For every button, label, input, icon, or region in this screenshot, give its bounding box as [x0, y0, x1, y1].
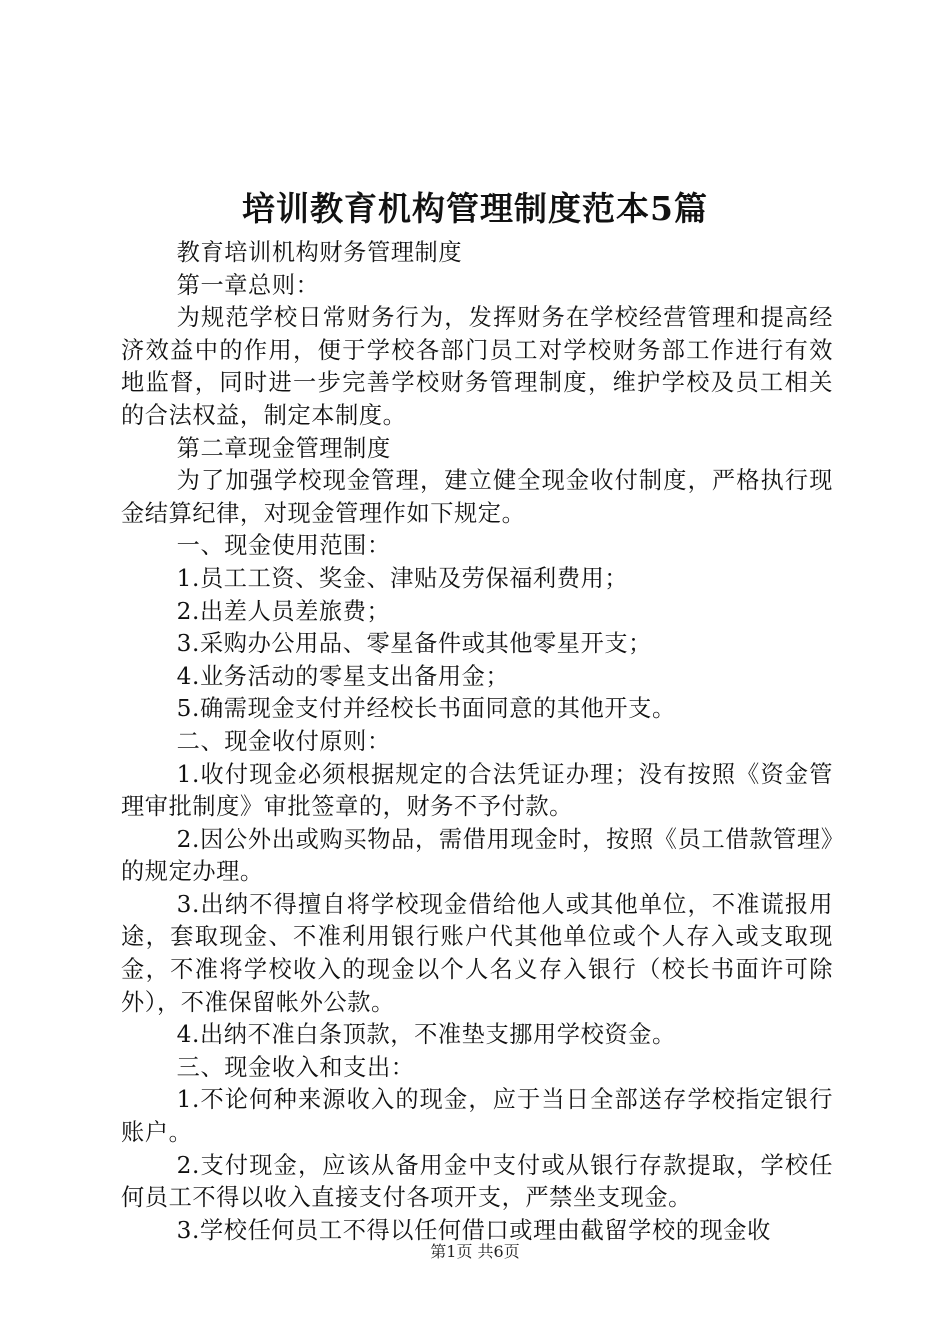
document-body [121, 237, 833, 1247]
page-footer: 第1页 共6页 [430, 1242, 520, 1261]
chapter-heading: 第二章现金管理制度 [176, 434, 391, 462]
list-item: 3.学校任何员工不得以任何借口或理由截留学校的现金收 [176, 1216, 771, 1244]
list-item: 4.出纳不准白条顶款，不准垫支挪用学校资金。 [176, 1021, 676, 1049]
subsection-heading: 一、现金使用范围： [176, 532, 391, 560]
document-title: 培训教育机构管理制度范本5篇 [242, 189, 708, 228]
list-item: 2.因公外出或购买物品，需借用现金时，按照《员工借款管理》的规定办理。 [121, 825, 833, 886]
list-item: 1.收付现金必须根据规定的合法凭证办理；没有按照《资金管理审批制度》审批签章的，财务不予付款。 [121, 760, 833, 821]
chapter-heading: 第一章总则： [176, 271, 320, 299]
list-item: 1.不论何种来源收入的现金，应于当日全部送存学校指定银行账户。 [121, 1086, 833, 1147]
paragraph: 为了加强学校现金管理，建立健全现金收付制度，严格执行现金结算纪律，对现金管理作如下规定。 [121, 467, 833, 527]
list-item: 3.出纳不得擅自将学校现金借给他人或其他单位，不准谎报用途，套取现金、不准利用银行账户代其他单位或个人存入或支取现金，不准将学校收入的现金以个人名义存入银行（校长书面许可除外），不准保留帐外公款。 [121, 890, 833, 1016]
list-item: 1.员工工资、奖金、津贴及劳保福利费用； [176, 564, 629, 592]
list-item: 5.确需现金支付并经校长书面同意的其他开支。 [176, 695, 676, 723]
section-heading: 教育培训机构财务管理制度 [176, 239, 463, 266]
paragraph: 为规范学校日常财务行为，发挥财务在学校经营管理和提高经济效益中的作用，便于学校各部门员工对学校财务部工作进行有效地监督，同时进一步完善学校财务管理制度，维护学校及员工相关的合法权益，制定本制度。 [121, 304, 833, 429]
list-item: 2.出差人员差旅费； [176, 597, 391, 625]
subsection-heading: 二、现金收付原则： [176, 727, 391, 755]
list-item: 3.采购办公用品、零星备件或其他零星开支； [176, 630, 652, 658]
list-item: 2.支付现金，应该从备用金中支付或从银行存款提取，学校任何员工不得以收入直接支付各项开支，严禁坐支现金。 [121, 1151, 833, 1212]
list-item: 4.业务活动的零星支出备用金； [176, 662, 510, 690]
subsection-heading: 三、现金收入和支出： [176, 1053, 415, 1081]
